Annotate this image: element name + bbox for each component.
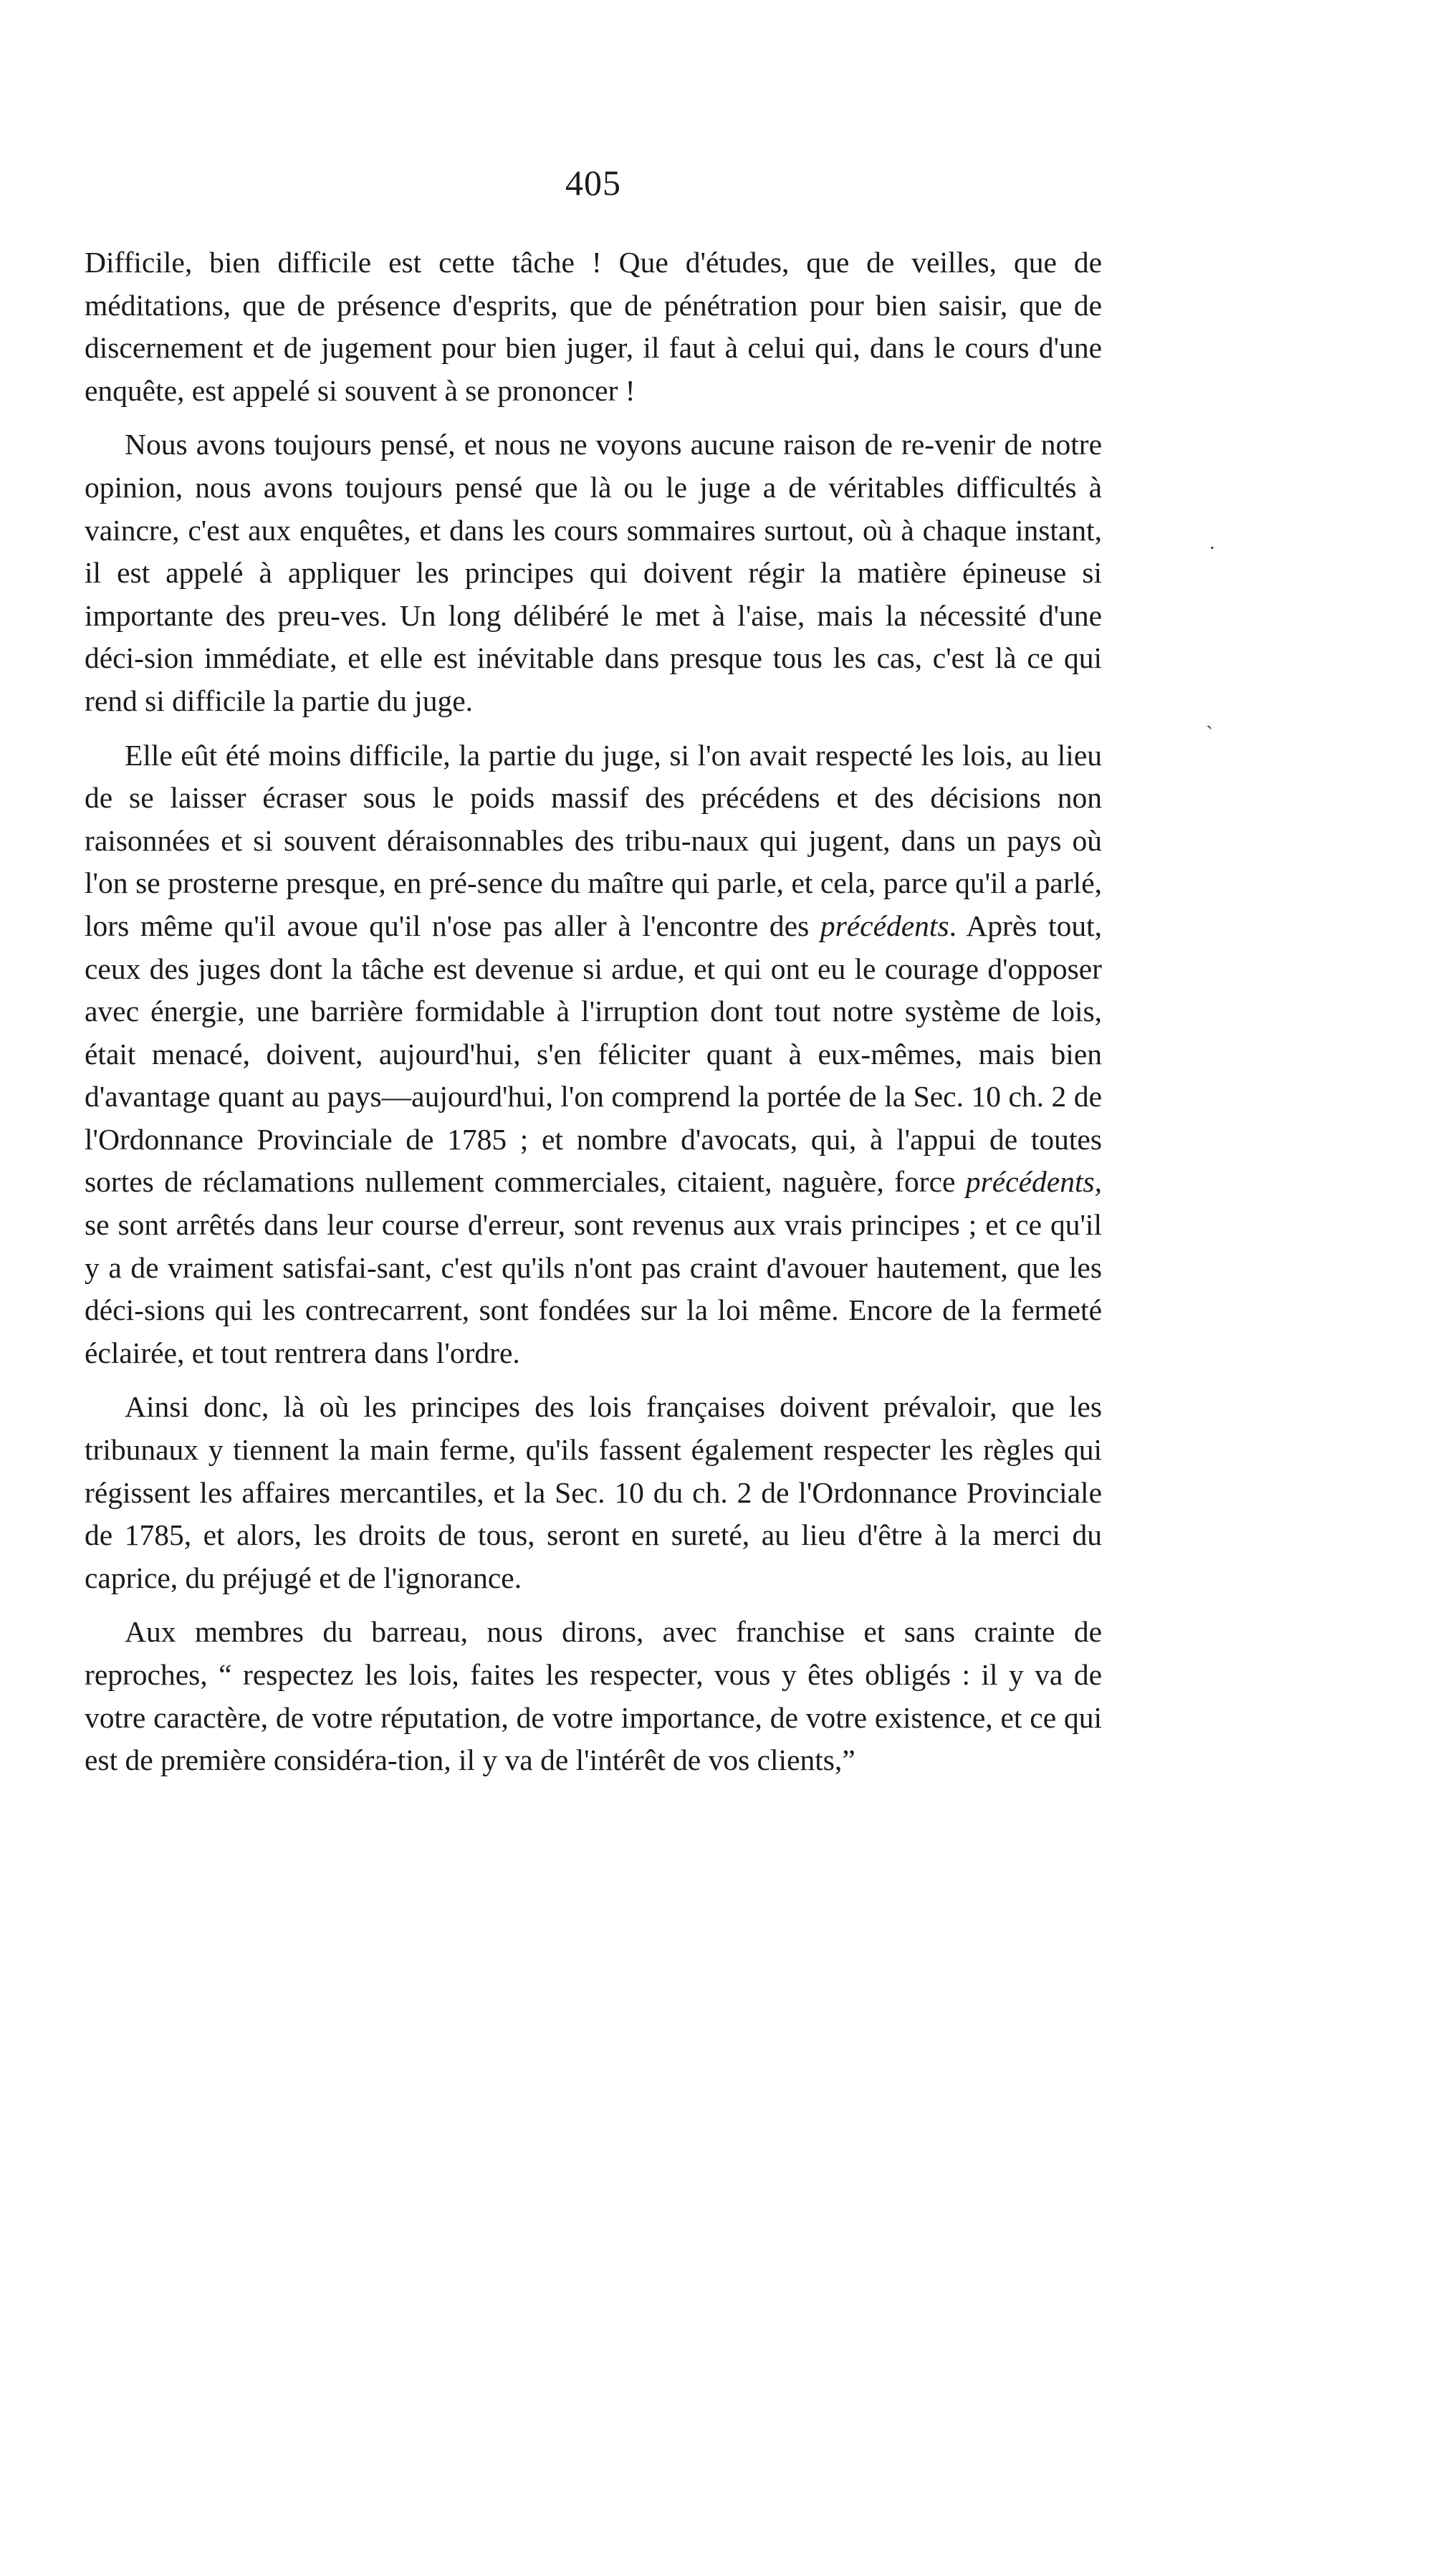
paragraph-3-text-a: Elle eût été moins difficile, la partie du juge, si l'on avait respecté les lois, au lieu de se laisser écraser sous le poids massif des précédens et des décisions non raisonnées et si souvent déraisonnables des tribu-naux qui jugent, dans un pays où l'on se prosterne presque, en pré-sence du maître qui parle, et cela, parce qu'il a parlé, lors même qu'il avoue qu'il n'ose pas aller à l'encontre des [85,738,1102,942]
paragraph-1: Difficile, bien difficile est cette tâche ! Que d'études, que de veilles, que de méditations, que de présence d'esprits, que de pénétration pour bien saisir, que de discernement et de jugement pour bien juger, il faut à celui qui, dans le cours d'une enquête, est appelé si souvent à se prononcer ! [85,246,1102,407]
paragraph-3 [85,734,1102,1375]
margin-mark-tick: ˏ [1206,706,1213,729]
paragraph-3-text-c: se sont arrêtés dans leur course d'erreur, sont revenus aux vrais principes ; et ce qu'il y a de vraiment satisfai-sant, c'est qu'ils n'ont pas craint d'avouer hautement, que les déci-sions qui les contrecarrent, sont fondées sur la loi même. Encore de la fermeté éclairée, et tout rentrera dans l'ordre. [85,1208,1102,1369]
paragraph-5: Aux membres du barreau, nous dirons, avec franchise et sans crainte de reproches, “ respectez les lois, faites les respecter, vous y êtes obligés : il y va de votre caractère, de votre réputation, de votre importance, de votre existence, et ce qui est de première considéra-tion, il y va de l'intérêt de vos clients,” [85,1615,1102,1777]
italic-precedents-1: précédents [820,909,949,942]
page-number: 405 [565,163,621,203]
italic-precedents-2: précédents, [965,1165,1102,1199]
paragraph-4: Ainsi donc, là où les principes des lois françaises doivent prévaloir, que les tribunaux y tiennent la main ferme, qu'ils fassent également respecter les règles qui régissent les affaires mercantiles, et la Sec. 10 du ch. 2 de l'Ordonnance Provinciale de 1785, et alors, les droits de tous, seront en sureté, au lieu d'être à la merci du caprice, du préjugé et de l'ignorance. [85,1390,1102,1594]
book-page [85,161,1102,1794]
paragraph-2: Nous avons toujours pensé, et nous ne voyons aucune raison de re-venir de notre opinion, nous avons toujours pensé que là ou le juge a de véritables difficultés à vaincre, c'est aux enquêtes, et dans les cours sommaires surtout, où à chaque instant, il est appelé à appliquer les principes qui doivent régir la matière épineuse si importante des preu-ves. Un long délibéré le met à l'aise, mais la nécessité d'une déci-sion immédiate, et elle est inévitable dans presque tous les cas, c'est là ce qui rend si difficile la partie du juge. [85,428,1102,717]
margin-mark-dot: . [1209,530,1215,554]
paragraph-3-text-b: . Après tout, ceux des juges dont la tâche est devenue si ardue, et qui ont eu le courage d'opposer avec énergie, une barrière formidable à l'irruption dont tout notre système de lois, était menacé, doivent, aujourd'hui, s'en féliciter quant à eux-mêmes, mais bien d'avantage quant au pays—aujourd'hui, l'on comprend la portée de la Sec. 10 ch. 2 de l'Ordonnance Provinciale de 1785 ; et nombre d'avocats, qui, à l'appui de toutes sortes de réclamations nullement commerciales, citaient, naguère, force [85,909,1102,1199]
